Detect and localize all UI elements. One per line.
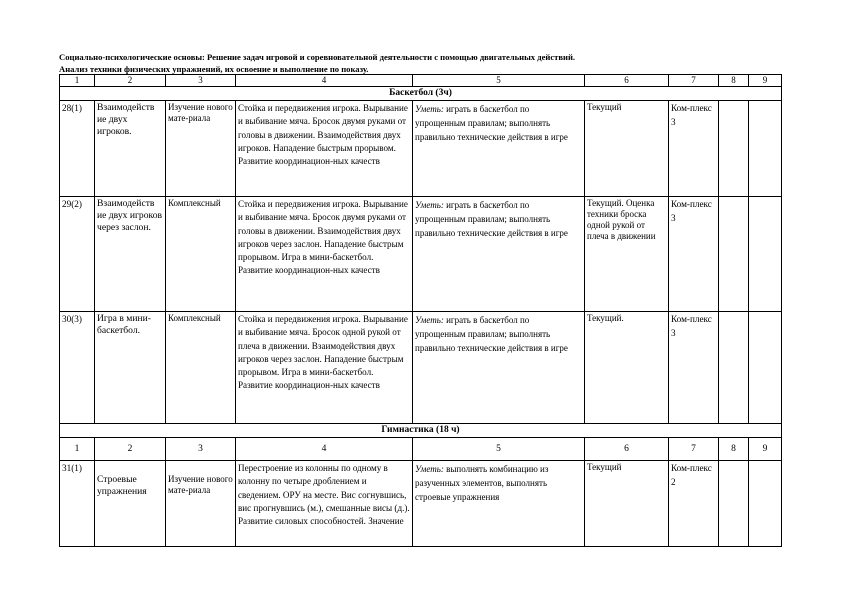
column-number: 1	[60, 75, 95, 87]
column-number: 4	[236, 438, 413, 461]
section-title-row	[60, 87, 782, 101]
document-header	[59, 51, 779, 75]
column-number: 7	[669, 438, 719, 461]
lesson-homework: Ком-плекс 3	[669, 312, 719, 424]
requirements-label: Уметь:	[415, 104, 444, 114]
lesson-requirements	[413, 197, 585, 312]
lesson-content: Стойка и передвижения игрока. Вырывание и выбивание мяча. Бросок одной рукой от плеча в движении. Взаимодействия двух игроков через заслон. Нападение быстрым прорывом. Игра в мини-баскетбол. Развитие координацион-ных качеств	[236, 312, 413, 424]
lesson-homework: Ком-плекс 3	[669, 197, 719, 312]
lesson-requirements	[413, 461, 585, 547]
column-number-row	[60, 438, 782, 461]
column-number: 9	[749, 438, 782, 461]
lesson-requirements	[413, 101, 585, 197]
lesson-date-planned	[719, 197, 749, 312]
requirements-text: играть в баскетбол по упрощенным правилам; выполнять правильно технические действия в игре	[415, 200, 568, 238]
lesson-topic	[95, 461, 166, 547]
lesson-plan-table	[59, 74, 782, 547]
requirements-text: играть в баскетбол по упрощенным правилам; выполнять правильно технические действия в игре	[415, 104, 568, 142]
table-row	[60, 461, 782, 547]
requirements-text: выполнять комбинацию из разученных элементов, выполнять строевые упражнения	[415, 464, 549, 502]
lesson-content: Стойка и передвижения игрока. Вырывание и выбивание мяча. Бросок двумя руками от головы в движении. Взаимодействия двух игроков. Нападение быстрым прорывом. Развитие координацион-ных качеств	[236, 101, 413, 197]
lesson-number: 29(2)	[60, 197, 95, 312]
lesson-topic: Взаимодейств ие двух игроков через заслон.	[95, 197, 166, 312]
lesson-date-actual	[749, 312, 782, 424]
lesson-date-planned	[719, 101, 749, 197]
lesson-type: Комплексный	[166, 312, 236, 424]
column-number: 3	[166, 438, 236, 461]
lesson-content: Стойка и передвижения игрока. Вырывание и выбивание мяча. Бросок двумя руками от головы в движении. Взаимодействия двух игроков через заслон. Нападение быстрым прорывом. Игра в мини-баскетбол. Развитие координацион-ных качеств	[236, 197, 413, 312]
lesson-type	[166, 461, 236, 547]
header-line-1: Социально-психологические основы: Решение задач игровой и соревновательной деятельности с помощью двигательных действий.	[59, 52, 576, 62]
column-number: 6	[585, 75, 669, 87]
table-row	[60, 312, 782, 424]
lesson-number: 28(1)	[60, 101, 95, 197]
lesson-homework: Ком-плекс 2	[669, 461, 719, 547]
column-number: 4	[236, 75, 413, 87]
column-number: 8	[719, 438, 749, 461]
lesson-control: Текущий	[585, 101, 669, 197]
lesson-date-planned	[719, 461, 749, 547]
lesson-content: Перестроение из колонны по одному в колонну по четыре дроблением и сведением. ОРУ на месте. Вис согнувшись, вис прогнувшись (м.), смешанные висы (д.). Развитие силовых способностей. Значение	[236, 461, 413, 547]
section-title-row	[60, 424, 782, 438]
lesson-control: Текущий.	[585, 312, 669, 424]
header-line-2: Анализ техники физических упражнений, их освоение и выполнение по показу.	[59, 64, 369, 74]
lesson-topic: Игра в мини-баскетбол.	[95, 312, 166, 424]
column-number: 9	[749, 75, 782, 87]
column-number: 2	[95, 75, 166, 87]
lesson-number: 30(3)	[60, 312, 95, 424]
column-number: 7	[669, 75, 719, 87]
requirements-label: Уметь:	[415, 315, 444, 325]
section-title: Баскетбол (3ч)	[60, 87, 782, 101]
lesson-type: Изучение нового мате-риала	[166, 101, 236, 197]
lesson-control: Текущий	[585, 461, 669, 547]
table-row	[60, 197, 782, 312]
lesson-date-actual	[749, 101, 782, 197]
lesson-date-actual	[749, 461, 782, 547]
column-number: 1	[60, 438, 95, 461]
lesson-date-actual	[749, 197, 782, 312]
lesson-topic: Взаимодейств ие двух игроков.	[95, 101, 166, 197]
lesson-control: Текущий. Оценка техники броска одной рукой от плеча в движении	[585, 197, 669, 312]
lesson-homework: Ком-плекс 3	[669, 101, 719, 197]
lesson-date-planned	[719, 312, 749, 424]
lesson-number: 31(1)	[60, 461, 95, 547]
column-number: 8	[719, 75, 749, 87]
lesson-type: Комплексный	[166, 197, 236, 312]
column-number: 5	[413, 75, 585, 87]
requirements-text: играть в баскетбол по упрощенным правилам; выполнять правильно технические действия в игре	[415, 315, 568, 353]
lesson-topic-text: Строевые упражнения	[97, 474, 147, 497]
column-number: 6	[585, 438, 669, 461]
column-number: 5	[413, 438, 585, 461]
section-title: Гимнастика (18 ч)	[60, 424, 782, 438]
column-number-row	[60, 75, 782, 87]
lesson-type-text: Изучение нового мате-риала	[168, 474, 233, 495]
table-row	[60, 101, 782, 197]
column-number: 3	[166, 75, 236, 87]
requirements-label: Уметь:	[415, 464, 444, 474]
lesson-requirements	[413, 312, 585, 424]
column-number: 2	[95, 438, 166, 461]
requirements-label: Уметь:	[415, 200, 444, 210]
